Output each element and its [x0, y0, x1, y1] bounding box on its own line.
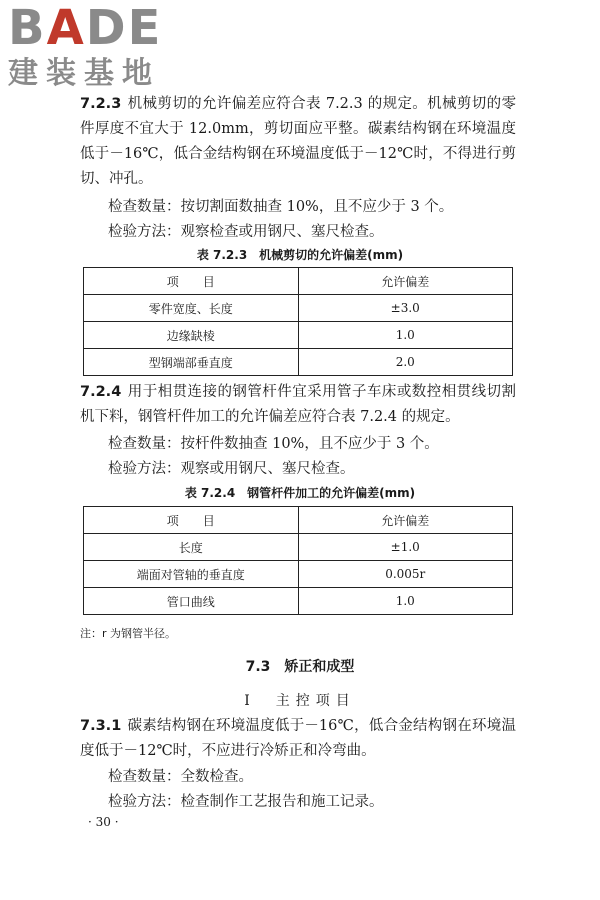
check-method: 检验方法：观察检查或用钢尺、塞尺检查。	[108, 224, 384, 240]
table-header-row	[84, 268, 513, 295]
cell-item: 端面对管轴的垂直度	[84, 561, 299, 588]
bade-logo	[8, 2, 183, 94]
check-method: 检验方法：观察或用钢尺、塞尺检查。	[108, 461, 355, 477]
cell-item: 管口曲线	[84, 588, 299, 615]
cell-item: 边缘缺棱	[84, 322, 299, 349]
table-7-2-3	[83, 267, 513, 376]
check-method: 检验方法：检查制作工艺报告和施工记录。	[108, 794, 384, 810]
table-title: 表 7.2.3 机械剪切的允许偏差(mm)	[196, 248, 404, 262]
clause-text: 用于相贯连接的钢管杆件宜采用管子车床或数控相贯线切割机下料，钢管杆件加工的允许偏差应符合表 7.2.4 的规定。	[80, 384, 516, 425]
cell-item: 型钢端部垂直度	[84, 349, 299, 376]
logo-subtitle: 建装基地	[8, 56, 160, 91]
table-row	[84, 534, 513, 561]
table-note: 注：r 为钢管半径。	[80, 627, 177, 640]
subsection-title: Ⅰ 主控项目	[244, 693, 356, 709]
table-row	[84, 295, 513, 322]
page-number: · 30 ·	[88, 815, 119, 829]
logo-wordmark: BADE	[8, 0, 163, 56]
clause-7-3-1	[80, 714, 516, 764]
cell-tolerance: 1.0	[298, 322, 513, 349]
cell-item: 长度	[84, 534, 299, 561]
table-row	[84, 561, 513, 588]
clause-number: 7.3.1	[80, 718, 122, 734]
table-title: 表 7.2.4 钢管杆件加工的允许偏差(mm)	[184, 486, 416, 500]
clause-text: 机械剪切的允许偏差应符合表 7.2.3 的规定。机械剪切的零件厚度不宜大于 12.0mm，剪切面应平整。碳素结构钢在环境温度低于－16℃，低合金结构钢在环境温度低于－12℃时，不得进行剪切、冲孔。	[80, 96, 516, 187]
clause-number: 7.2.4	[80, 384, 122, 400]
header-tolerance: 允许偏差	[298, 268, 513, 295]
header-tolerance: 允许偏差	[298, 507, 513, 534]
table-row	[84, 322, 513, 349]
check-quantity: 检查数量：全数检查。	[108, 769, 253, 785]
table-row	[84, 588, 513, 615]
section-title: 7.3 矫正和成型	[245, 659, 355, 675]
header-item: 项 目	[84, 507, 299, 534]
cell-tolerance: 0.005r	[298, 561, 513, 588]
cell-tolerance: ±1.0	[298, 534, 513, 561]
table-7-2-4	[83, 506, 513, 615]
clause-text: 碳素结构钢在环境温度低于－16℃，低合金结构钢在环境温度低于－12℃时，不应进行冷矫正和冷弯曲。	[80, 718, 516, 759]
check-quantity: 检查数量：按杆件数抽查 10%，且不应少于 3 个。	[108, 436, 439, 452]
cell-item: 零件宽度、长度	[84, 295, 299, 322]
clause-number: 7.2.3	[80, 96, 122, 112]
check-quantity: 检查数量：按切割面数抽查 10%，且不应少于 3 个。	[108, 199, 454, 215]
clause-7-2-3	[80, 92, 516, 192]
cell-tolerance: ±3.0	[298, 295, 513, 322]
table-header-row	[84, 507, 513, 534]
clause-7-2-4	[80, 380, 516, 430]
header-item: 项 目	[84, 268, 299, 295]
cell-tolerance: 1.0	[298, 588, 513, 615]
cell-tolerance: 2.0	[298, 349, 513, 376]
table-row	[84, 349, 513, 376]
